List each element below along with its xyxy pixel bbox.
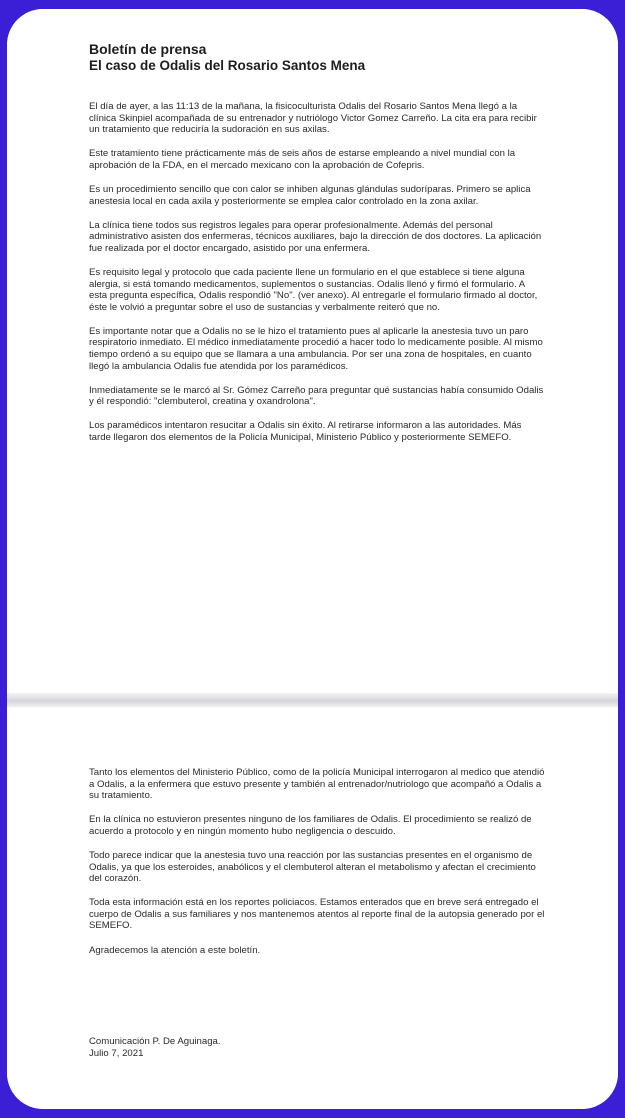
paragraph: Es importante notar que a Odalis no se le hizo el tratamiento pues al aplicarle la anestesia tuvo un paro respiratorio inmediato. El médico inmediatamente procedió a hacer todo lo medicamente posible. Al mismo tiempo ordenó a su equipo que se llamara a una ambulancia. Por ser una zona de hospitales, en cuanto llegó la ambulancia Odalis fue atendida por los paramédicos. [89,325,543,372]
paragraph: La clínica tiene todos sus registros legales para operar profesionalmente. Además del personal administrativo asisten dos enfermeras, técnicos auxiliares, bajo la dirección de dos doctores. La aplicación fue realizada por el doctor encargado, asistido por una enfermera. [89,219,542,254]
paragraph: Este tratamiento tiene prácticamente más de seis años de estarse empleando a nivel mundial con la aprobación de la FDA, en el mercado mexicano con la aprobación de Cofepris. [89,148,516,171]
document-frame [7,9,618,1109]
page-title: Boletín de prensa [89,41,207,57]
page-subtitle: El caso de Odalis del Rosario Santos Mena [89,58,366,73]
paragraph: Tanto los elementos del Ministerio Público, como de la policía Municipal interrogaron al medico que atendió a Odalis, a la enfermera que estuvo presente y también al entrenador/nutriologo que acompañó a Odalis a su tratamiento. [89,767,545,802]
paragraph: Los paramédicos intentaron resucitar a Odalis sin éxito. Al retirarse informaron a las autoridades. Más tarde llegaron dos elementos de la Policía Municipal, Ministerio Público y posteriormente SEMEFO. [89,420,522,443]
paragraph: El día de ayer, a las 11:13 de la mañana, la fisicoculturista Odalis del Rosario Santos Mena llegó a la clínica Skinpiel acompañada de su entrenador y nutriólogo Victor Gomez Carreño. La cita era para recibir un tratamiento que reduciría la sudoración en sus axilas. [89,101,537,136]
paragraph: Es un procedimiento sencillo que con calor se inhiben algunas glándulas sudoríparas. Primero se aplica anestesia local en cada axila y posteriormente se emplea calor controlado en la zona axilar. [89,183,531,207]
page-1-body [89,101,545,456]
signature-date: Julio 7, 2021 [89,1047,144,1059]
signature-block [89,1036,221,1059]
paragraph: Toda esta información está en los reportes policiacos. Estamos enterados que en breve será entregado el cuerpo de Odalis a sus familiares y nos mantenemos atentos al reporte final de la autopsia generado por el SEMEFO. [89,897,545,932]
paragraph: Es requisito legal y protocolo que cada paciente llene un formulario en el que establece si tiene alguna alergia, si está tomando medicamentos, suplementos o sustancias. Odalis llenó y firmó el formulario. A esta pregunta específica, Odalis respondió "No". (ver anexo). Al entregarle el formulario firmado al doctor, éste le volvió a preguntar sobre el uso de sustancias y verbalmente reiteró que no. [89,266,538,313]
paragraph: Agradecemos la atención a este boletín. [89,944,261,956]
paragraph: Inmediatamente se le marcó al Sr. Gómez Carreño para preguntar qué sustancias había consumido Odalis y él respondió: "clembuterol, creatina y oxandrolona". [89,384,544,408]
signature-author: Comunicación P. De Aguinaga. [89,1036,221,1047]
page-2-body [89,767,545,969]
paragraph: Todo parece indicar que la anestesia tuvo una reacción por las sustancias presentes en el organismo de Odalis, ya que los esteroides, anabólicos y el clembuterol alteran el metabolismo y afectan el crecimiento del corazón. [89,849,536,885]
document-page-1 [7,9,618,693]
page-divider [7,693,618,707]
paragraph: En la clínica no estuvieron presentes ninguno de los familiares de Odalis. El procedimiento se realizó de acuerdo a protocolo y en ningún momento hubo negligencia o descuido. [89,814,532,837]
document-page-2 [7,707,618,1109]
